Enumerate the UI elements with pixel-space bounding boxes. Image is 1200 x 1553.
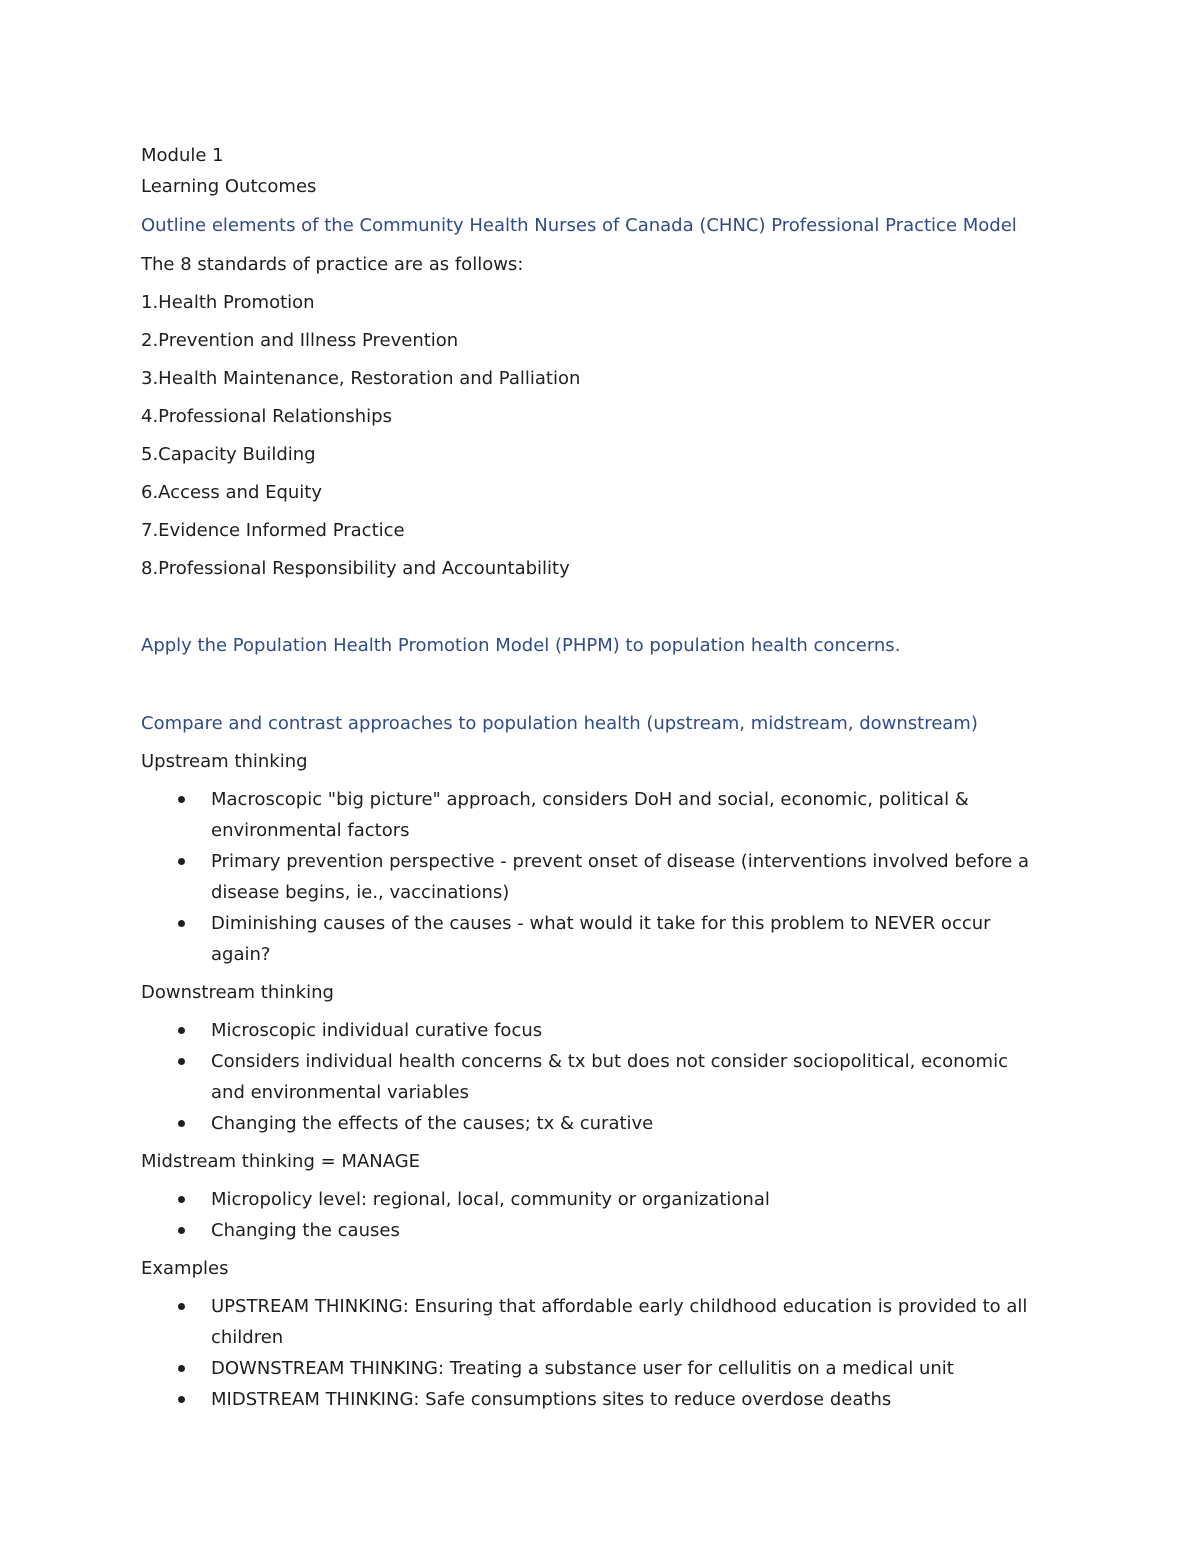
downstream-title: Downstream thinking: [141, 982, 334, 1003]
list-item-text: Macroscopic "big picture" approach, considers DoH and social, economic, political & environmental factors: [211, 789, 969, 841]
bullet-icon: [178, 1027, 185, 1034]
list-item: [141, 1291, 1041, 1353]
list-item-text: DOWNSTREAM THINKING: Treating a substance user for cellulitis on a medical unit: [211, 1358, 954, 1379]
list-item-text: Primary prevention perspective - prevent onset of disease (interventions involved before a disease begins, ie., vaccinations): [211, 851, 1030, 903]
bullet-icon: [178, 1396, 185, 1403]
list-item: [141, 846, 1041, 908]
list-item: [141, 1215, 1041, 1246]
list-item-text: Considers individual health concerns & tx but does not consider sociopolitical, economic and environmental variables: [211, 1051, 1008, 1103]
list-item-text: Changing the effects of the causes; tx & curative: [211, 1113, 654, 1134]
standard-item: 4.Professional Relationships: [141, 406, 392, 427]
list-item: [141, 1384, 1041, 1415]
list-item: [141, 908, 1041, 970]
bullet-icon: [178, 920, 185, 927]
list-item-text: UPSTREAM THINKING: Ensuring that affordable early childhood education is provided to all children: [211, 1296, 1028, 1348]
examples-list: [141, 1291, 1061, 1415]
standards-list: [141, 280, 1061, 584]
bullet-icon: [178, 1365, 185, 1372]
list-item-text: Micropolicy level: regional, local, community or organizational: [211, 1189, 770, 1210]
list-item: [141, 1015, 1041, 1046]
learning-outcome-2: Apply the Population Health Promotion Model (PHPM) to population health concerns.: [141, 635, 901, 656]
list-item: [141, 1184, 1041, 1215]
list-item-text: Diminishing causes of the causes - what would it take for this problem to NEVER occur again?: [211, 913, 991, 965]
list-item: [141, 784, 1041, 846]
bullet-icon: [178, 796, 185, 803]
list-item: [141, 1046, 1041, 1108]
learning-outcome-3: Compare and contrast approaches to population health (upstream, midstream, downstream): [141, 713, 978, 734]
standard-item: 8.Professional Responsibility and Accountability: [141, 558, 570, 579]
bullet-icon: [178, 1196, 185, 1203]
standard-item: 7.Evidence Informed Practice: [141, 520, 405, 541]
standard-item: 5.Capacity Building: [141, 444, 316, 465]
learning-outcome-1: Outline elements of the Community Health Nurses of Canada (CHNC) Professional Practice Model: [141, 215, 1017, 236]
standard-item: 3.Health Maintenance, Restoration and Palliation: [141, 368, 581, 389]
bullet-icon: [178, 858, 185, 865]
midstream-title: Midstream thinking = MANAGE: [141, 1151, 421, 1172]
standard-item: 6.Access and Equity: [141, 482, 323, 503]
bullet-icon: [178, 1227, 185, 1234]
section-title: Learning Outcomes: [141, 176, 317, 197]
upstream-list: [141, 784, 1061, 970]
standard-item: 2.Prevention and Illness Prevention: [141, 330, 459, 351]
list-item-text: Changing the causes: [211, 1220, 400, 1241]
standards-intro: The 8 standards of practice are as follows:: [141, 254, 524, 275]
bullet-icon: [178, 1303, 185, 1310]
module-title: Module 1: [141, 145, 224, 166]
bullet-icon: [178, 1058, 185, 1065]
bullet-icon: [178, 1120, 185, 1127]
downstream-list: [141, 1015, 1061, 1139]
upstream-title: Upstream thinking: [141, 751, 308, 772]
list-item-text: Microscopic individual curative focus: [211, 1020, 543, 1041]
document-body: [141, 140, 1061, 1415]
midstream-list: [141, 1184, 1061, 1246]
list-item-text: MIDSTREAM THINKING: Safe consumptions sites to reduce overdose deaths: [211, 1389, 892, 1410]
list-item: [141, 1108, 1041, 1139]
examples-title: Examples: [141, 1258, 229, 1279]
standard-item: 1.Health Promotion: [141, 292, 315, 313]
list-item: [141, 1353, 1041, 1384]
